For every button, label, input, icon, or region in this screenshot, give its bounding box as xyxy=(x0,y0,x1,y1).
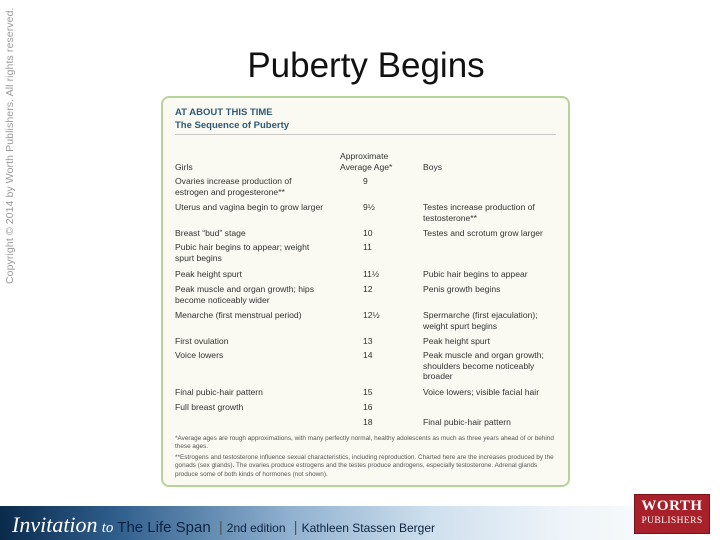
table-row-boys: Testes increase production of testosterone** xyxy=(423,202,535,223)
table-row-girls: Breast “bud” stage xyxy=(175,228,246,238)
table-heading-label: AT ABOUT THIS TIME xyxy=(175,107,273,118)
table-row-girls: Final pubic-hair pattern xyxy=(175,387,263,397)
table-row-age: 12 xyxy=(363,284,373,294)
table-row-girls: Full breast growth xyxy=(175,402,244,412)
table-row-boys: Pubic hair begins to appear xyxy=(423,269,528,279)
table-row-boys: Testes and scrotum grow larger xyxy=(423,228,543,238)
table-row-girls: Voice lowers xyxy=(175,350,224,360)
footer-separator: | xyxy=(293,519,298,536)
table-row-age: 9 xyxy=(363,176,368,186)
table-row-girls: Peak height spurt xyxy=(175,269,242,279)
book-author: Kathleen Stassen Berger xyxy=(301,521,435,535)
table-row-girls: Ovaries increase production of estrogen and progesterone** xyxy=(175,176,292,197)
table-row-age: 16 xyxy=(363,402,373,412)
table-row-girls: Pubic hair begins to appear; weight spurt begins xyxy=(175,242,310,263)
table-footnote-ages: *Average ages are rough approximations, with many perfectly normal, healthy adolescents as much as three years ahead of or behind these ages. xyxy=(175,435,554,451)
table-row-boys: Final pubic-hair pattern xyxy=(423,417,511,427)
table-footnote-hormones: **Estrogens and testosterone influence sexual characteristics, including reproduction. Charted here are the increases produced by the gonads (sex glands). The ovaries produce estrogens and the testes produce androgens, especially testosterone. Adrenal glands produce some of both kinds of hormones (not shown). xyxy=(175,454,554,478)
table-row-age: 12½ xyxy=(363,310,380,320)
table-row-age: 10 xyxy=(363,228,373,238)
table-row-boys: Peak muscle and organ growth; shoulders become noticeably broader xyxy=(423,350,544,381)
table-row-age: 9½ xyxy=(363,202,375,212)
table-row-girls: Menarche (first menstrual period) xyxy=(175,310,302,320)
puberty-sequence-table xyxy=(161,96,570,487)
column-header-boys: Boys xyxy=(423,162,443,172)
column-header-girls: Girls xyxy=(175,162,193,172)
table-row-girls: Peak muscle and organ growth; hips become noticeably wider xyxy=(175,284,315,305)
logo-line-2: PUBLISHERS xyxy=(641,516,703,526)
book-edition: 2nd edition xyxy=(226,521,286,535)
table-row-age: 11 xyxy=(363,242,372,252)
book-title-invitation: Invitation xyxy=(12,512,98,537)
table-row-boys: Penis growth begins xyxy=(423,284,501,294)
table-divider xyxy=(175,134,556,135)
book-title xyxy=(12,512,435,538)
table-row-age: 14 xyxy=(363,350,373,360)
table-row-age: 15 xyxy=(363,387,373,397)
table-row-age: 18 xyxy=(363,417,373,427)
table-row-boys: Spermarche (first ejaculation); weight spurt begins xyxy=(423,310,538,331)
worth-publishers-logo xyxy=(634,494,710,534)
column-header-age: Approximate Average Age* xyxy=(340,151,393,172)
table-row-girls: First ovulation xyxy=(175,336,229,346)
book-title-life-span: The Life Span xyxy=(117,519,211,536)
book-title-to: to xyxy=(101,520,114,536)
table-row-boys: Peak height spurt xyxy=(423,336,490,346)
table-row-age: 13 xyxy=(363,336,373,346)
table-row-girls: Uterus and vagina begin to grow larger xyxy=(175,202,324,212)
table-row-boys: Voice lowers; visible facial hair xyxy=(423,387,540,397)
copyright-text: Copyright © 2014 by Worth Publishers. All rights reserved. xyxy=(4,7,16,284)
logo-line-1: WORTH xyxy=(641,498,703,514)
footer-separator: | xyxy=(218,519,223,536)
table-heading-title: The Sequence of Puberty xyxy=(175,120,290,131)
table-row-age: 11½ xyxy=(363,269,380,279)
slide-title: Puberty Begins xyxy=(247,46,485,85)
